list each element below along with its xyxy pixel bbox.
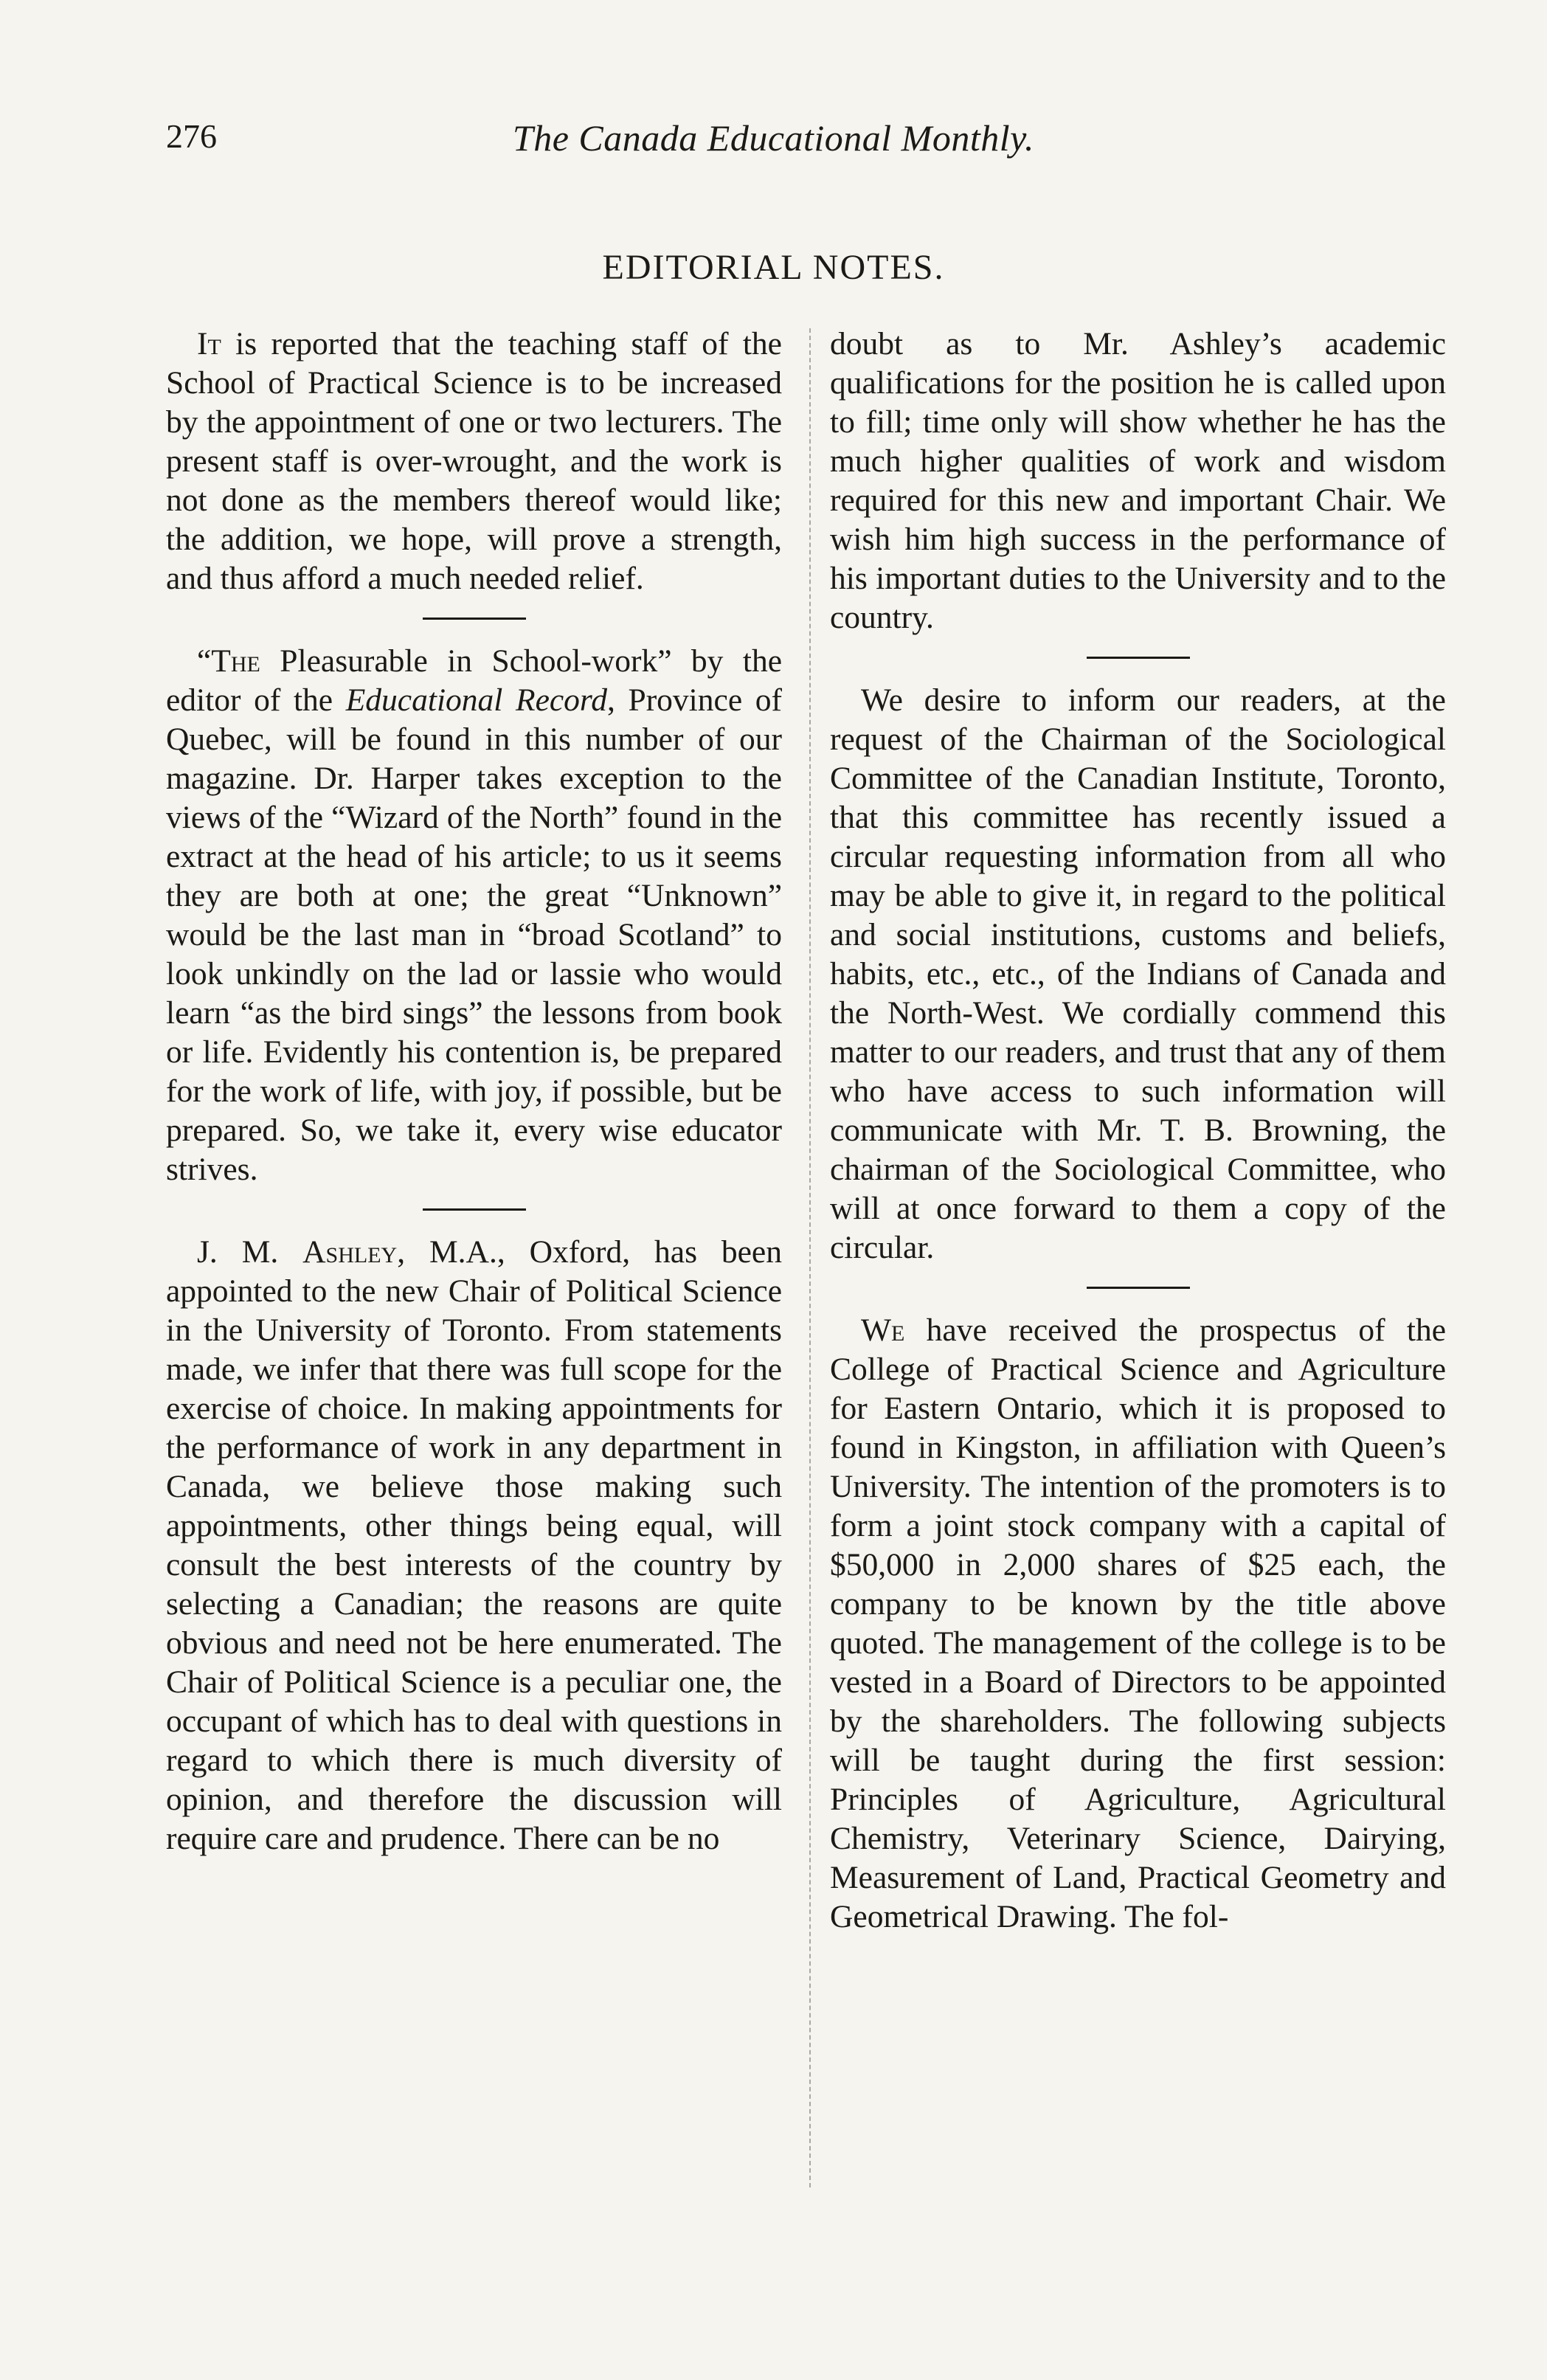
paragraph-text: Pleasurable in School-work” by the editor of the <box>166 643 782 718</box>
left-column <box>166 325 782 1858</box>
journal-title-italic: Educational Record <box>345 682 607 718</box>
lead-word: We <box>861 1312 905 1348</box>
page-number: 276 <box>166 117 217 155</box>
paragraph-text: , Oxford, has been appointed to the new Chair of Political Science in the University of Toronto. From statements made, we infer that there was full scope for the exercise of choice. In making appointments for the performance of work in any department in Canada, we believe those making such appointments, other things being equal, will consult the best interests of the country by selecting a Canadian; the reasons are quite obvious and need not be here enumerated. The Chair of Political Science is a peculiar one, the occupant of which has to deal with questions in regard to which there is much diversity of opinion, and therefore the discussion will require care and prudence. There can be no <box>166 1234 782 1856</box>
page-header <box>166 117 1381 176</box>
lead-degree: , M.A. <box>397 1234 497 1270</box>
paragraph-sociological-committee: We desire to inform our readers, at the request of the Chairman of the Sociological Committee of the Canadian Institute, Toronto, that this committee has recently issued a circular requesting information from all who may be able to give it, in regard to the political and social institutions, customs and beliefs, habits, etc., etc., of the Indians of Canada and the North-West. We cordially commend this matter to our readers, and trust that any of them who have access to such information will communicate with Mr. T. B. Browning, the chairman of the Sociological Committee, who will at once forward to them a copy of the circular. <box>830 682 1446 1265</box>
paragraph-ashley-continued: doubt as to Mr. Ashley’s academic qualifications for the position he is called upon to fill; time only will show whether he has the much higher qualities of work and wisdom required for this new and important Chair. We wish him high success in the performance of his important duties to the University and to the country. <box>830 326 1446 635</box>
section-rule <box>423 1208 526 1211</box>
column-divider <box>809 328 811 2187</box>
lead-word: “The <box>197 643 260 679</box>
section-rule <box>423 618 526 620</box>
section-rule <box>1087 657 1190 659</box>
paragraph-text: is reported that the teaching staff of the School of Practical Science is to be increased by the appointment of one or two lecturers. The present staff is over-wrought, and the work is not done as the members thereof would like; the addition, we hope, will prove a strength, and thus afford a much needed relief. <box>166 326 782 596</box>
lead-surname: Ashley <box>302 1234 398 1270</box>
paragraph-college-prospectus <box>830 1311 1446 1937</box>
right-column <box>830 325 1446 1937</box>
running-title: The Canada Educational Monthly. <box>512 117 1035 159</box>
section-title: EDITORIAL NOTES. <box>602 248 945 287</box>
paragraph-pleasurable-in-school-work <box>166 642 782 1189</box>
paragraph-school-of-practical-science <box>166 325 782 598</box>
section-rule <box>1087 1287 1190 1289</box>
paragraph-text: have received the prospectus of the College of Practical Science and Agriculture for Eastern Ontario, which it is proposed to found in Kingston, in affiliation with Queen’s University. The intention of the promoters is to form a joint stock company with a capital of $50,000 in 2,000 shares of $25 each, the company to be known by the title above quoted. The management of the college is to be vested in a Board of Directors to be appointed by the shareholders. The following subjects will be taught during the first session: Principles of Agriculture, Agricultural Chemistry, Veterinary Science, Dairying, Measurement of Land, Practical Geometry and Geometrical Drawing. The fol- <box>830 1312 1446 1934</box>
lead-initials: J. M. <box>197 1234 303 1270</box>
paragraph-text: , Province of Quebec, will be found in this number of our magazine. Dr. Harper takes exception to the views of the “Wizard of the North” found in the extract at the head of his article; to us it seems they are both at one; the great “Unknown” would be the last man in “broad Scotland” to look unkindly on the lad or lassie who would learn “as the bird sings” the lessons from book or life. Evidently his contention is, be prepared for the work of life, with joy, if possible, but be prepared. So, we take it, every wise educator strives. <box>166 682 782 1187</box>
paragraph-ashley-appointment <box>166 1233 782 1858</box>
lead-word: It <box>197 326 221 362</box>
